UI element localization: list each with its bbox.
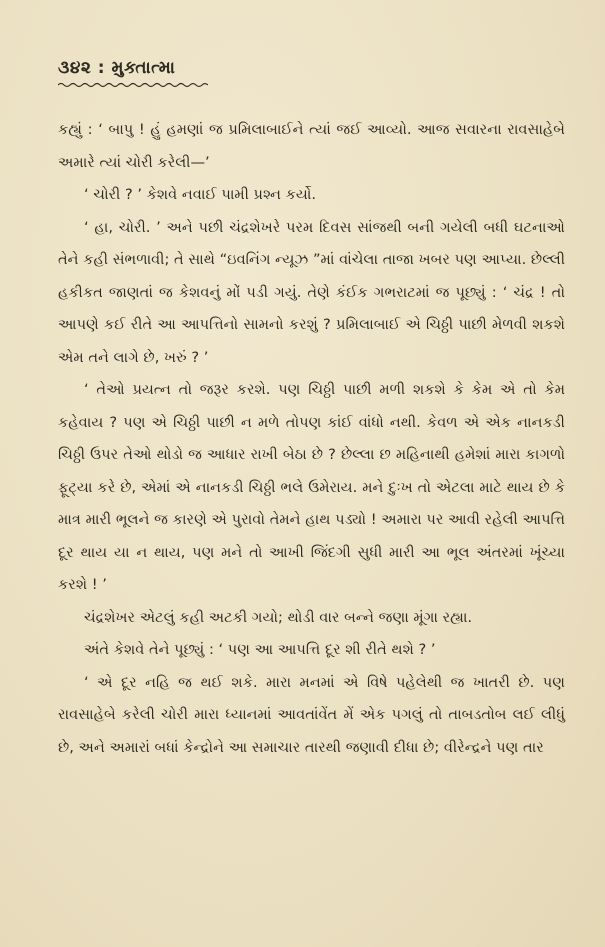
paragraph: ચંદ્રશેખર એટલું કહી અટકી ગયો; થોડી વાર બન્ને જણા મૂંગા રહ્યા. bbox=[84, 608, 473, 626]
page-number: ૩૪૨ bbox=[58, 58, 92, 78]
paragraph: ‘ હા, ચોરી. ’ અને પછી ચંદ્રશેખરે પરમ દિવસ સાંજથી બની ગયેલી બધી ઘટનાઓ તેને કહી સંભળાવી; તે સાથે “ઇવનિંગ ન્યૂઝ ”માં વાંચેલા તાજા ખબર પણ આપ્યા. છેલ્લી હકીકત જાણતાં જ કેશવનું મોં પડી ગયું. તેણે કંઈક ગભરાટમાં જ પૂછ્યું : ‘ ચંદ્ર ! તો આપણે કઈ રીતે આ આપત્તિનો સામનો કરશું ? પ્રમિલાબાઈ એ ચિઠ્ઠી પાછી મેળવી શકશે એમ તને લાગે છે, ખરું ? ’ bbox=[58, 218, 565, 366]
paragraph: કહ્યું : ‘ બાપુ ! હું હમણાં જ પ્રમિલાબાઈને ત્યાં જઈ આવ્યો. આજ સવારના રાવસાહેબે અમારે ત્યાં ચોરી કરેલી—’ bbox=[58, 121, 565, 171]
body-text bbox=[58, 114, 565, 764]
paragraph: ‘ તેઓ પ્રયત્ન તો જરૂર કરશે. પણ ચિઠ્ઠી પાછી મળી શકશે કે કેમ એ તો કેમ કહેવાય ? પણ એ ચિઠ્ઠી પાછી ન મળે તોપણ કાંઈ વાંધો નથી. કેવળ એ એક નાનકડી ચિઠ્ઠી ઉપર તેઓ થોડો જ આધાર રાખી બેઠા છે ? છેલ્લા છ મહિનાથી હમેશાં મારા કાગળો ફૂટ્યા કરે છે, એમાં એ નાનકડી ચિઠ્ઠી ભલે ઉમેરાય. મને દુઃખ તો એટલા માટે થાય છે કે માત્ર મારી ભૂલને જ કારણે એ પુરાવો તેમને હાથ પડ્યો ! અમારા પર આવી રહેલી આપત્તિ દૂર થાય યા ન થાય, પણ મને તો આખી જિંદગી સુધી મારી આ ભૂલ અંતરમાં ખૂંચ્યા કરશે ! ’ bbox=[58, 381, 565, 593]
paragraph: અંતે કેશવે તેને પૂછ્યું : ‘ પણ આ આપત્તિ દૂર શી રીતે થશે ? ’ bbox=[84, 641, 436, 658]
header-wavy-rule bbox=[58, 82, 208, 88]
header-separator: : bbox=[97, 58, 106, 78]
paragraph: ‘ ચોરી ? ’ કેશવે નવાઈ પામી પ્રશ્ન કર્યો. bbox=[84, 186, 317, 203]
running-header bbox=[58, 56, 565, 80]
book-title: મુક્તાત્મા bbox=[111, 58, 176, 78]
paragraph: ‘ એ દૂર નહિ જ થઈ શકે. મારા મનમાં એ વિષે પહેલેથી જ ખાતરી છે. પણ રાવસાહેબે કરેલી ચોરી મારા ધ્યાનમાં આવતાંવેંત મેં એક પગલું તો તાબડતોબ લઈ લીધું છે, અને અમારાં બધાં કેન્દ્રોને આ સમાચાર તારથી જણાવી દીધા છે; વીરેન્દ્રને પણ તાર bbox=[58, 673, 565, 756]
